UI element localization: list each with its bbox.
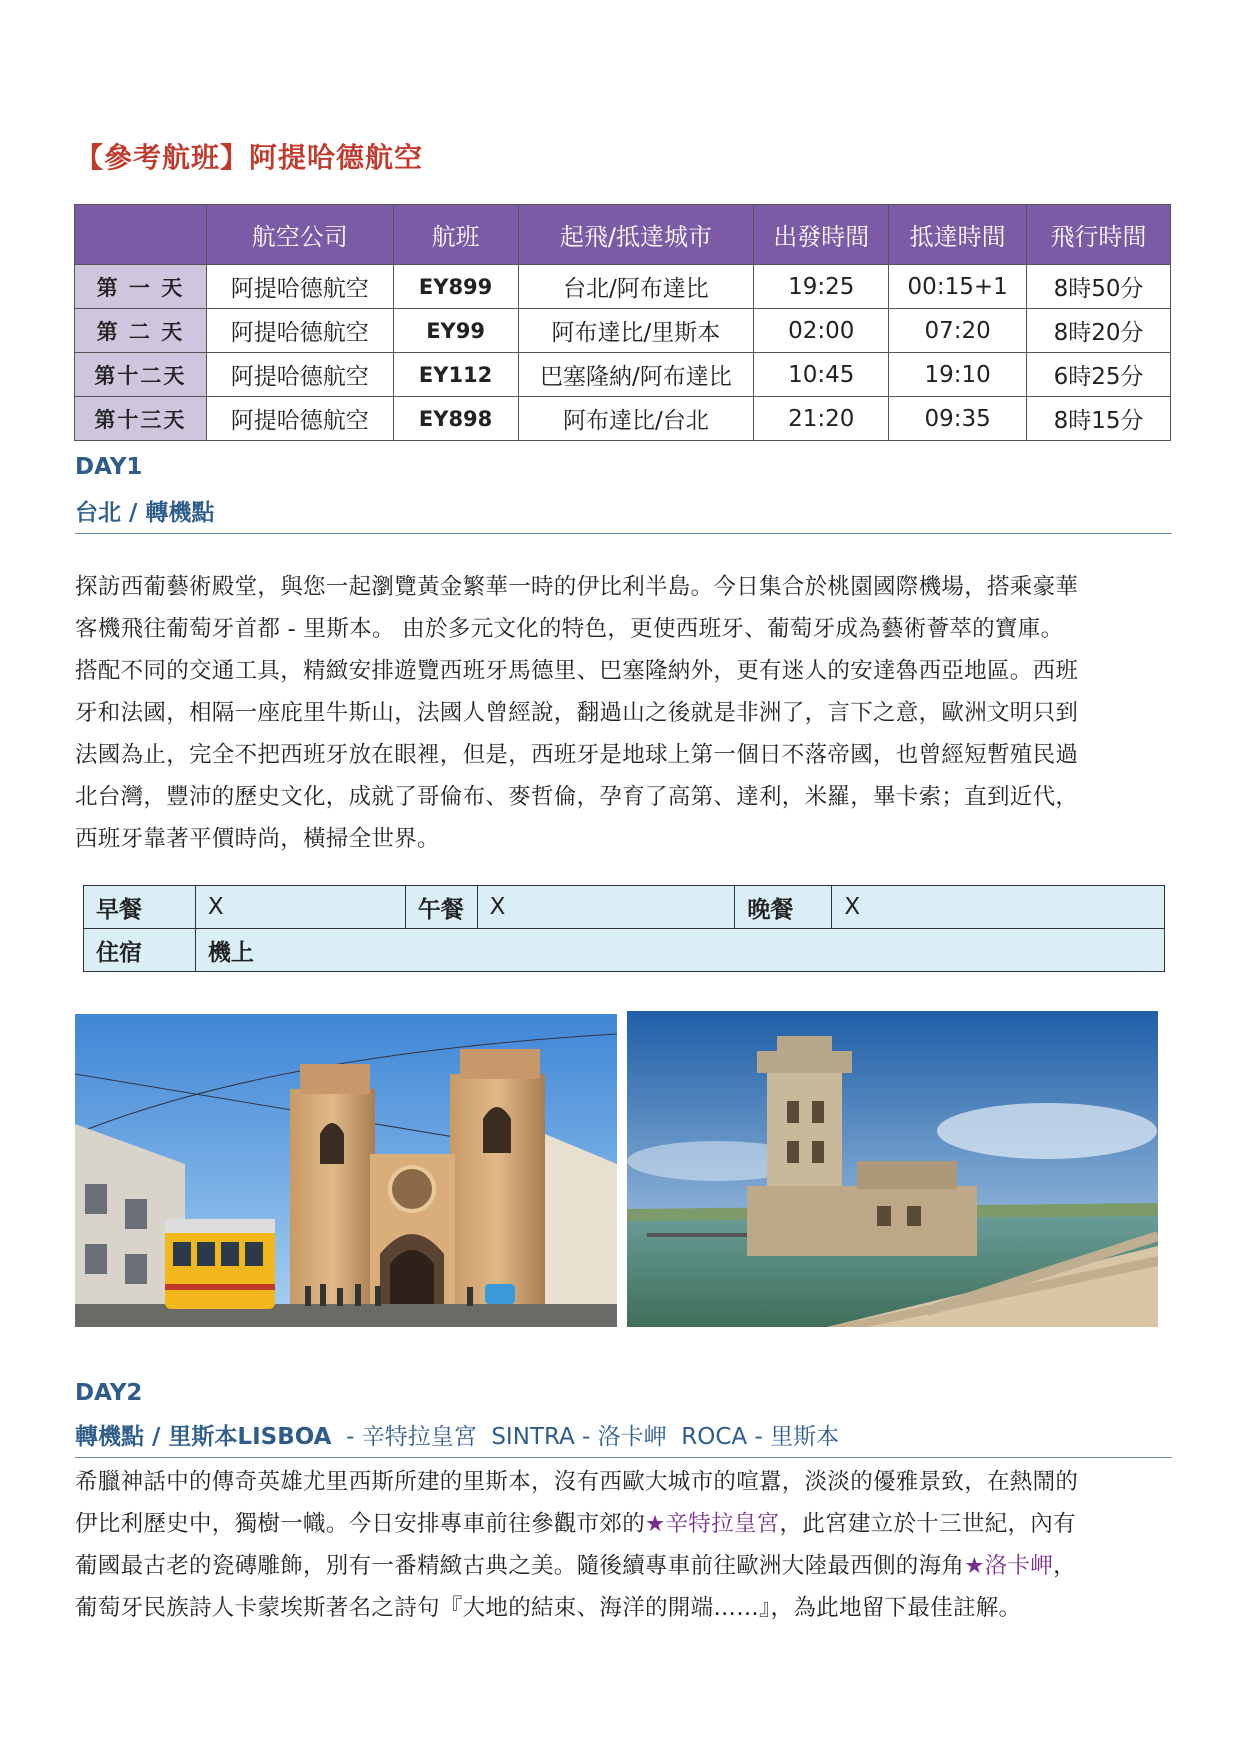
duration-cell: 8時20分: [1027, 309, 1171, 353]
table-row: [75, 265, 1171, 309]
day1-route: 台北 / 轉機點: [75, 494, 1172, 534]
day2-line: 希臘神話中的傳奇英雄尤里西斯所建的里斯本，沒有西歐大城市的喧囂，淡淡的優雅景致，在熱鬧的: [75, 1469, 1079, 1495]
day2-route-main: 轉機點 / 里斯本LISBOA: [75, 1424, 332, 1450]
flight-table-header: [75, 205, 1171, 265]
sintra-palace-highlight: ★辛特拉皇宮: [645, 1511, 780, 1537]
lisbon-cathedral-photo: [75, 1014, 617, 1327]
day-cell: 第十二天: [75, 353, 207, 397]
day2-description: [75, 1461, 1175, 1629]
hotel-label: 住宿: [84, 929, 196, 972]
header-cell: 飛行時間: [1027, 205, 1171, 265]
arrive-cell: 07:20: [889, 309, 1027, 353]
title-airline: 阿提哈德航空: [249, 141, 424, 174]
route-cell: 阿布達比/里斯本: [518, 309, 754, 353]
airline-cell: 阿提哈德航空: [206, 397, 393, 441]
breakfast-value: X: [195, 886, 405, 929]
day1-line: 法國為止，完全不把西班牙放在眼裡，但是，西班牙是地球上第一個日不落帝國，也曾經短暫殖民過: [75, 742, 1079, 768]
cabo-da-roca-highlight: ★洛卡岬: [964, 1553, 1054, 1579]
route-cell: 台北/阿布達比: [518, 265, 754, 309]
dinner-label: 晚餐: [735, 886, 832, 929]
depart-cell: 10:45: [754, 353, 889, 397]
day2-line: [75, 1545, 1175, 1587]
flight-table: [74, 204, 1171, 441]
day1-description: [75, 566, 1175, 860]
day1-line: 牙和法國，相隔一座庇里牛斯山，法國人曾經說，翻過山之後就是非洲了，言下之意，歐洲文明只到: [75, 700, 1079, 726]
header-cell: 航空公司: [206, 205, 393, 265]
belem-tower-photo: [627, 1011, 1158, 1327]
day2-label: DAY2: [75, 1380, 143, 1406]
day-cell: 第 一 天: [75, 265, 207, 309]
section-title: [75, 136, 423, 176]
hotel-value: 機上: [195, 929, 1164, 972]
route-cell: 阿布達比/台北: [518, 397, 754, 441]
day1-line: 探訪西葡藝術殿堂，與您一起瀏覽黃金繁華一時的伊比利半島。今日集合於桃園國際機場，搭乘豪華: [75, 574, 1079, 600]
day2-route: [75, 1418, 1172, 1458]
day2-text: 葡國最古老的瓷磚雕飾，別有一番精緻古典之美。隨後續專車前往歐洲大陸最西側的海角: [75, 1553, 965, 1579]
route-cell: 巴塞隆納/阿布達比: [518, 353, 754, 397]
day2-line: [75, 1503, 1175, 1545]
dinner-value: X: [832, 886, 1165, 929]
day2-text: ，此宮建立於十三世紀，內有: [779, 1511, 1076, 1537]
day-cell: 第 二 天: [75, 309, 207, 353]
meals-row: [84, 886, 1165, 929]
day1-line: 北台灣，豐沛的歷史文化，成就了哥倫布、麥哲倫，孕育了高第、達利，米羅，畢卡索；直到近代，: [75, 784, 1079, 810]
flight-number-cell: EY898: [393, 397, 518, 441]
day2-line: 葡萄牙民族詩人卡蒙埃斯著名之詩句『大地的結束、海洋的開端……』，為此地留下最佳註解。: [75, 1595, 1022, 1621]
lunch-label: 午餐: [405, 886, 477, 929]
day1-line: 客機飛往葡萄牙首都 - 里斯本。 由於多元文化的特色，更使西班牙、葡萄牙成為藝術薈萃的寶庫。: [75, 616, 1064, 642]
table-row: [75, 309, 1171, 353]
day1-line: 西班牙靠著平價時尚，橫掃全世界。: [75, 826, 440, 852]
duration-cell: 8時15分: [1027, 397, 1171, 441]
airline-cell: 阿提哈德航空: [206, 265, 393, 309]
flight-number-cell: EY899: [393, 265, 518, 309]
header-cell: 航班: [393, 205, 518, 265]
duration-cell: 8時50分: [1027, 265, 1171, 309]
lunch-value: X: [477, 886, 735, 929]
day-cell: 第十三天: [75, 397, 207, 441]
day2-route-rest: - 辛特拉皇宮 SINTRA - 洛卡岬 ROCA - 里斯本: [331, 1424, 840, 1450]
flight-number-cell: EY112: [393, 353, 518, 397]
header-cell: 抵達時間: [889, 205, 1027, 265]
table-row: [75, 397, 1171, 441]
header-cell: [75, 205, 207, 265]
hotel-row: [84, 929, 1165, 972]
title-label: 參考航班: [104, 141, 221, 174]
depart-cell: 19:25: [754, 265, 889, 309]
arrive-cell: 00:15+1: [889, 265, 1027, 309]
airline-cell: 阿提哈德航空: [206, 353, 393, 397]
arrive-cell: 09:35: [889, 397, 1027, 441]
breakfast-label: 早餐: [84, 886, 196, 929]
header-cell: 出發時間: [754, 205, 889, 265]
day2-text: 伊比利歷史中，獨樹一幟。今日安排專車前往參觀市郊的: [75, 1511, 646, 1537]
airline-cell: 阿提哈德航空: [206, 309, 393, 353]
meals-table: [83, 885, 1165, 972]
day2-text: ，: [1053, 1553, 1076, 1579]
depart-cell: 02:00: [754, 309, 889, 353]
table-row: [75, 353, 1171, 397]
arrive-cell: 19:10: [889, 353, 1027, 397]
depart-cell: 21:20: [754, 397, 889, 441]
day1-line: 搭配不同的交通工具，精緻安排遊覽西班牙馬德里、巴塞隆納外，更有迷人的安達魯西亞地區。西班: [75, 658, 1079, 684]
header-cell: 起飛/抵達城市: [518, 205, 754, 265]
flight-number-cell: EY99: [393, 309, 518, 353]
title-open-bracket: 【: [75, 141, 105, 174]
duration-cell: 6時25分: [1027, 353, 1171, 397]
day1-label: DAY1: [75, 454, 143, 480]
title-close-bracket: 】: [220, 141, 250, 174]
